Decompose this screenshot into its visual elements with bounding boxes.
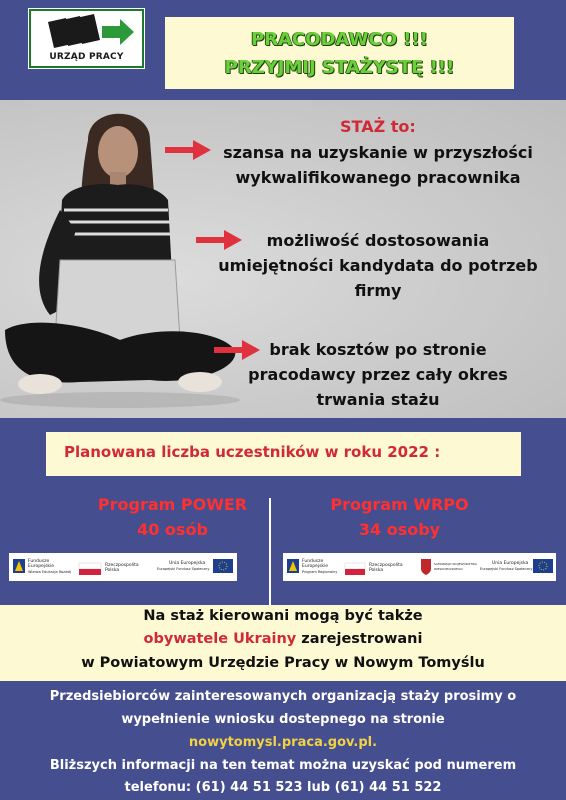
program-wrpo-name: Program WRPO	[330, 495, 469, 514]
phone-numbers: (61) 44 51 523 lub (61) 44 51 522	[195, 780, 442, 795]
eu-left-c: Wiedza Edukacja Rozwój	[28, 570, 71, 574]
eu-left-f: Unia Europejska	[169, 561, 206, 566]
program-divider	[269, 498, 271, 606]
eu-right-d: Rzeczpospolita	[369, 563, 403, 568]
logo-text: URZĄD PRACY	[49, 52, 124, 62]
eu-right-e: Polska	[369, 568, 384, 573]
program-power-count: 40 osób	[137, 520, 208, 539]
eu-right-g: Europejski Fundusz Społeczny	[480, 567, 533, 571]
ukraine-line-2-rest: zarejestrowani	[296, 631, 423, 647]
program-power-name: Program POWER	[97, 495, 248, 514]
eu-right-h: SAMORZĄD WOJEWÓDZTWA	[434, 562, 477, 566]
bottom-line-1: Przedsiebiorców zainteresowanych organizacją staży prosimy o	[49, 689, 517, 704]
bullet-2	[198, 228, 558, 303]
bullet-3-line-3: trwania stażu	[316, 390, 440, 409]
title-line-1: PRACODAWCO !!!	[251, 29, 428, 50]
planned-box	[46, 432, 521, 476]
program-wrpo-count: 34 osoby	[358, 520, 441, 539]
bullet-3-line-1: brak kosztów po stronie	[269, 340, 487, 359]
eu-left-g: Europejski Fundusz Społeczny	[157, 567, 210, 571]
program-wrpo	[287, 492, 512, 542]
ukraine-line-2	[0, 631, 566, 647]
bottom-line-5	[0, 780, 566, 795]
bullet-1-line-1: szansa na uzyskanie w przyszłości	[223, 143, 533, 162]
eu-left-a: Fundusze	[28, 559, 50, 564]
bullet-2-line-1: możliwość dostosowania	[266, 231, 490, 250]
bottom-line-2: wypełnienie wniosku dostepnego na stronie	[121, 712, 445, 727]
ukraine-line-3: w Powiatowym Urzędzie Pracy w Nowym Tomyślu	[81, 655, 485, 671]
bullet-2-line-3: firmy	[354, 281, 402, 300]
eu-right-f: Unia Europejska	[492, 561, 529, 566]
eu-right-i: WIELKOPOLSKIEGO	[434, 567, 463, 571]
bullet-1	[198, 140, 558, 190]
title-box	[165, 17, 514, 89]
eu-right-c: Program Regionalny	[302, 570, 338, 574]
bullet-3	[198, 337, 558, 412]
ukraine-info-box	[0, 605, 566, 681]
planned-label: Planowana liczba uczestników w roku 2022 :	[64, 443, 441, 461]
urzad-pracy-logo	[28, 8, 145, 69]
eu-right-a: Fundusze	[302, 559, 324, 564]
bottom-line-4: Bliższych informacji na ten temat można uzyskać pod numerem	[49, 758, 517, 773]
bullet-2-line-2: umiejętności kandydata do potrzeb	[218, 256, 538, 275]
staz-heading: STAŻ to:	[340, 117, 416, 136]
bullet-3-line-2: pracodawcy przez cały okres	[248, 365, 508, 384]
eu-logo-strip-power	[9, 553, 237, 581]
eu-right-b: Europejskie	[302, 564, 329, 569]
title-line-2: PRZYJMIJ STAŻYSTĘ !!!	[224, 57, 455, 78]
eu-left-b: Europejskie	[28, 564, 55, 569]
ukraine-citizens: obywatele Ukrainy	[143, 631, 297, 647]
phone-label: telefonu:	[124, 780, 196, 795]
website-link[interactable]: nowytomysl.praca.gov.pl.	[188, 735, 378, 750]
eu-left-d: Rzeczpospolita	[105, 563, 139, 568]
eu-logo-strip-wrpo	[283, 553, 556, 581]
eu-left-e: Polska	[105, 568, 120, 573]
bullet-1-line-2: wykwalifikowanego pracownika	[235, 168, 521, 187]
ukraine-line-1: Na staż kierowani mogą być także	[143, 608, 423, 624]
program-power	[60, 492, 285, 542]
